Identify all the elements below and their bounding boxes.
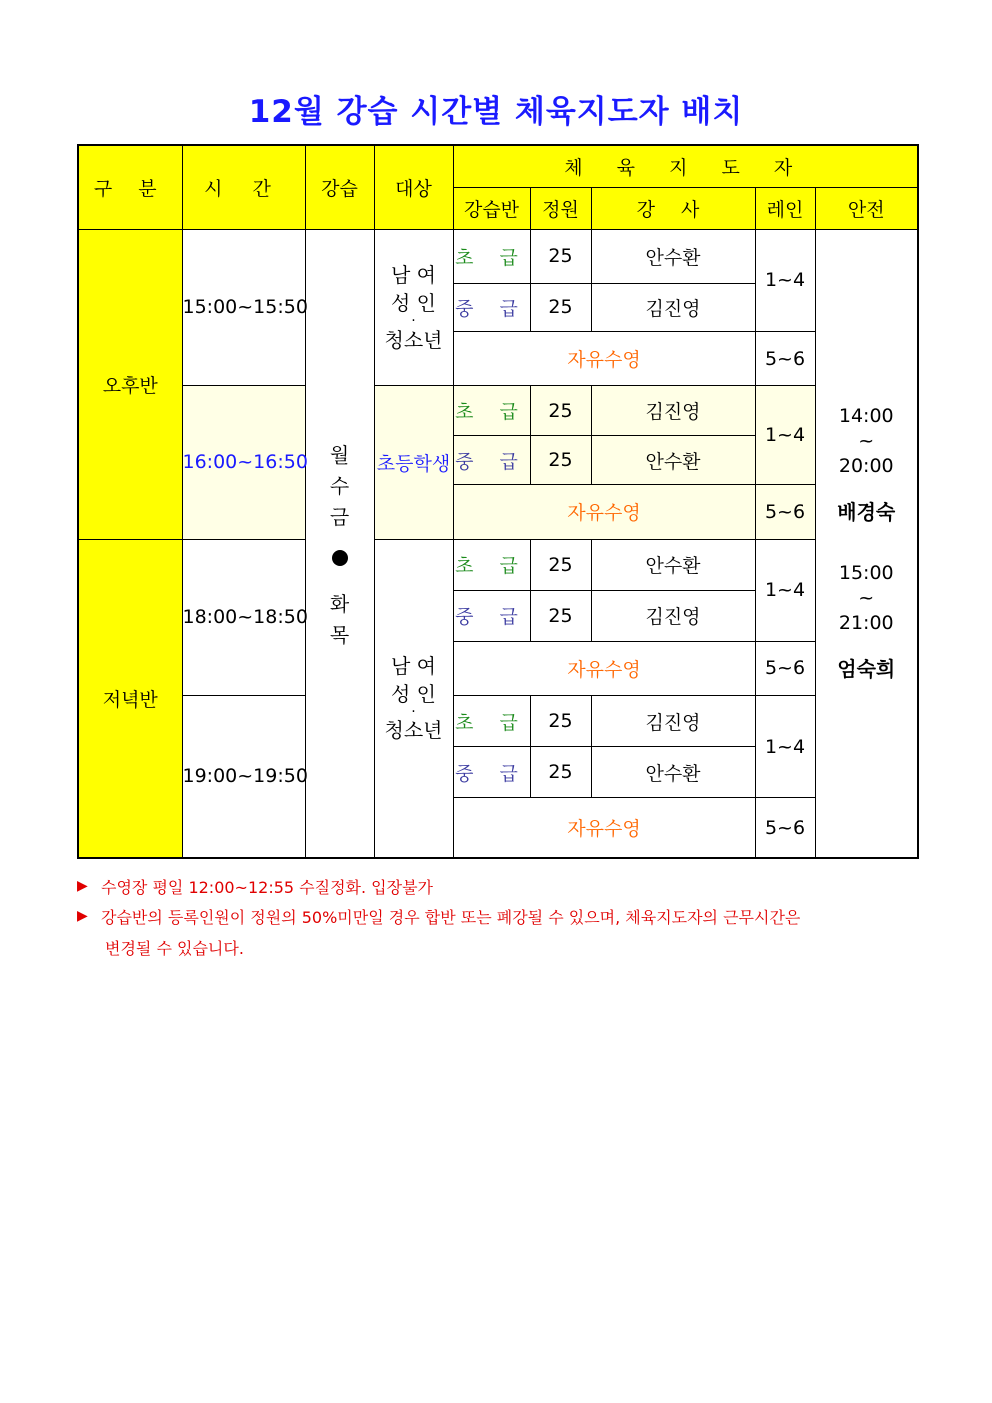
title-part1: 12월 강습 시간별 [248, 94, 515, 130]
day-label: 수 [329, 473, 350, 498]
safety-column [815, 229, 918, 858]
header-lane: 레인 [755, 187, 815, 229]
day-label: 화 [329, 591, 350, 616]
safety-start: 15:00 [838, 562, 894, 585]
level-beginner: 초 급 [453, 229, 530, 283]
header-instructors: 체 육 지 도 자 [453, 145, 918, 187]
target-line: 청소년 [384, 327, 443, 352]
lane-lesson: 1~4 [755, 539, 815, 641]
teacher-name: 안수환 [591, 436, 755, 485]
capacity-value: 25 [530, 590, 591, 641]
group-afternoon: 오후반 [78, 229, 182, 539]
teacher-name: 김진영 [591, 283, 755, 331]
capacity-value: 25 [530, 539, 591, 590]
level-intermediate: 중 급 [453, 283, 530, 331]
free-swim: 자유수영 [453, 331, 755, 385]
lane-free: 5~6 [755, 485, 815, 539]
slot-time: 19:00~19:50 [182, 695, 305, 858]
safety-name: 엄숙희 [837, 657, 896, 682]
target-line: 남 여 [391, 654, 436, 679]
note-item [77, 873, 937, 903]
header-target: 대상 [374, 145, 453, 229]
note-continuation: 변경될 수 있습니다. [105, 938, 244, 958]
capacity-value: 25 [530, 283, 591, 331]
note-text: 수영장 평일 12:00~12:55 수질정화. 입장불가 [101, 878, 433, 897]
safety-end: 21:00 [838, 611, 894, 634]
notes-section [77, 873, 937, 964]
safety-start: 14:00 [838, 405, 894, 428]
lane-lesson: 1~4 [755, 229, 815, 331]
target-line: 성 인 [391, 682, 436, 707]
title-part2: 체육지도자 배치 [514, 94, 744, 130]
free-swim: 자유수영 [453, 641, 755, 695]
teacher-name: 김진영 [591, 590, 755, 641]
note-text: 강습반의 등록인원이 정원의 50%미만일 경우 합반 또는 폐강될 수 있으며, 체육지도자의 근무시간은 [101, 908, 801, 928]
header-category: 구 분 [78, 145, 182, 229]
free-swim: 자유수영 [453, 485, 755, 539]
level-beginner: 초 급 [453, 386, 530, 436]
slot-time: 15:00~15:50 [182, 229, 305, 385]
lane-free: 5~6 [755, 331, 815, 385]
capacity-value: 25 [530, 436, 591, 485]
arrow-icon: ▶ [77, 908, 88, 925]
page-title [0, 86, 992, 131]
schedule-table [77, 144, 919, 859]
arrow-icon: ▶ [77, 878, 88, 894]
header-lesson: 강습 [305, 145, 374, 229]
header-time: 시 간 [182, 145, 305, 229]
free-swim: 자유수영 [453, 798, 755, 858]
teacher-name: 안수환 [591, 747, 755, 798]
day-label: 목 [329, 622, 350, 647]
teacher-name: 안수환 [591, 229, 755, 283]
teacher-name: 김진영 [591, 386, 755, 436]
target-dot: · [411, 704, 416, 721]
capacity-value: 25 [530, 386, 591, 436]
level-beginner: 초 급 [453, 695, 530, 746]
lane-lesson: 1~4 [755, 386, 815, 485]
lane-free: 5~6 [755, 798, 815, 858]
header-class: 강습반 [453, 187, 530, 229]
target-line: 남 여 [391, 263, 436, 288]
teacher-name: 안수환 [591, 539, 755, 590]
lesson-days [305, 229, 374, 858]
target-elementary: 초등학생 [374, 386, 453, 539]
safety-sep: ~ [858, 429, 875, 452]
bullet-icon [332, 550, 348, 566]
level-intermediate: 중 급 [453, 747, 530, 798]
target-adult [374, 229, 453, 385]
teacher-name: 김진영 [591, 695, 755, 746]
header-teacher: 강 사 [591, 187, 755, 229]
day-label: 월 [329, 442, 350, 467]
level-beginner: 초 급 [453, 539, 530, 590]
level-intermediate: 중 급 [453, 436, 530, 485]
group-evening: 저녁반 [78, 539, 182, 858]
header-capacity: 정원 [530, 187, 591, 229]
target-line: 성 인 [391, 291, 436, 316]
note-item [77, 903, 937, 933]
slot-time: 18:00~18:50 [182, 539, 305, 695]
capacity-value: 25 [530, 747, 591, 798]
safety-end: 20:00 [838, 454, 894, 477]
target-line: 청소년 [384, 718, 443, 743]
target-dot: · [411, 313, 416, 330]
capacity-value: 25 [530, 229, 591, 283]
slot-time: 16:00~16:50 [182, 386, 305, 539]
header-safety: 안전 [815, 187, 918, 229]
lane-free: 5~6 [755, 641, 815, 695]
safety-sep: ~ [858, 587, 875, 610]
lane-lesson: 1~4 [755, 695, 815, 797]
day-label: 금 [329, 504, 350, 529]
safety-name: 배경숙 [837, 500, 896, 525]
capacity-value: 25 [530, 695, 591, 746]
target-adult [374, 539, 453, 858]
level-intermediate: 중 급 [453, 590, 530, 641]
